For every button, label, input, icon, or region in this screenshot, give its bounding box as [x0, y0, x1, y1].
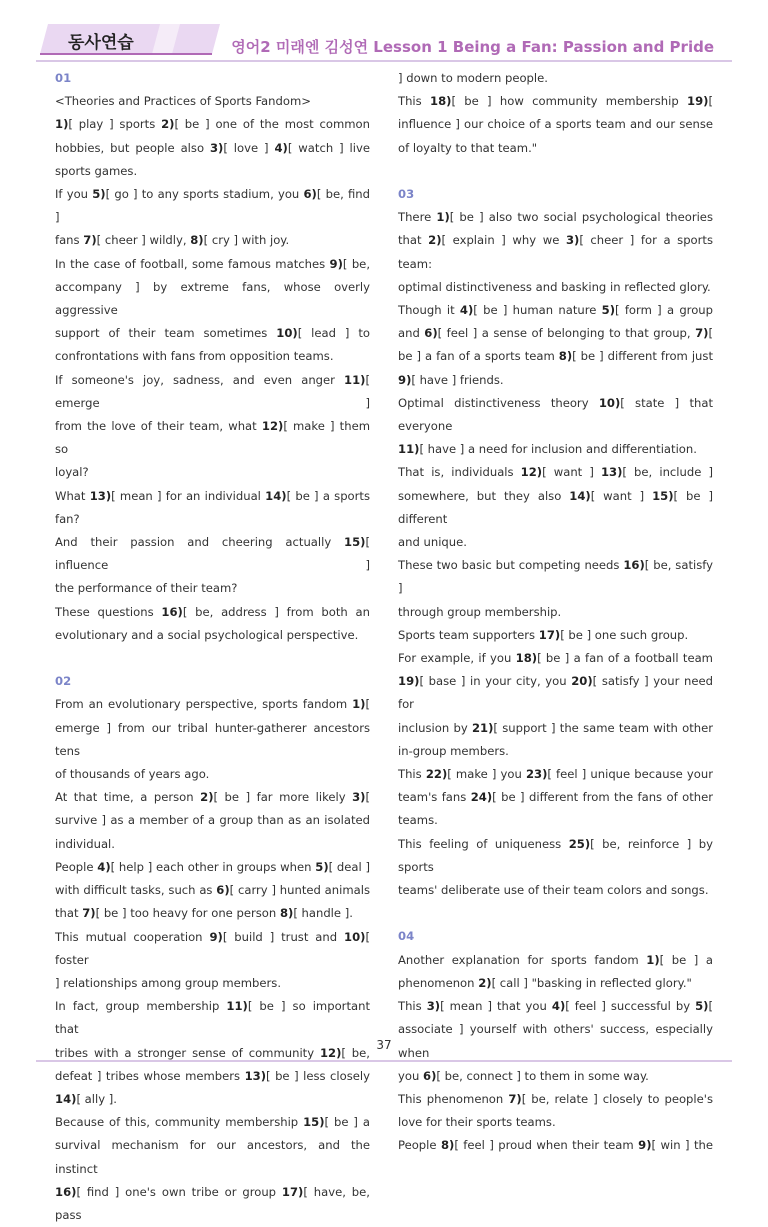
blank-number: 6) — [423, 1068, 437, 1083]
text-line: defeat ] tribes whose members 13)[ be ] less closely — [55, 1068, 370, 1083]
blank-number: 5) — [315, 859, 329, 874]
text-line: the performance of their team? — [55, 581, 238, 596]
text-line: From an evolutionary perspective, sports fandom 1)[ — [55, 697, 370, 712]
blank-number: 23) — [525, 767, 548, 782]
text-line: These questions 16)[ be, address ] from both an — [55, 604, 370, 619]
blank-number: 5) — [601, 303, 616, 318]
text-line: support of their team sometimes 10)[ lead ] to — [55, 326, 370, 341]
blank-number: 18) — [515, 651, 538, 666]
blank-number: 19) — [398, 674, 420, 689]
text-line: This phenomenon 7)[ be, relate ] closely to people's — [398, 1091, 713, 1106]
blank-number: 13) — [244, 1068, 267, 1083]
text-line: of loyalty to that team." — [398, 140, 538, 155]
left-column — [55, 67, 370, 1227]
text-line: <Theories and Practices of Sports Fandom> — [55, 94, 311, 109]
blank-number: 2) — [200, 790, 214, 805]
document-title: 영어2 미래엔 김성연 Lesson 1 Being a Fan: Passion and Pride — [231, 38, 714, 56]
blank-number: 9) — [209, 929, 223, 944]
text-line: somewhere, but they also 14)[ want ] 15)[ be ] different — [398, 488, 713, 526]
blank-number: 4) — [551, 999, 566, 1014]
text-line: that 7)[ be ] too heavy for one person 8)[ handle ]. — [55, 906, 353, 921]
text-line: emerge ] from our tribal hunter-gatherer ancestors tens — [55, 720, 370, 758]
text-line: evolutionary and a social psychological perspective. — [55, 627, 359, 642]
text-line: sports games. — [55, 163, 138, 178]
blank-number: 22) — [425, 767, 448, 782]
text-line: fans 7)[ cheer ] wildly, 8)[ cry ] with joy. — [55, 233, 290, 248]
page-header — [0, 0, 768, 70]
text-line: ] relationships among group members. — [55, 975, 282, 990]
blank-number: 4) — [97, 859, 111, 874]
blank-number: 11) — [398, 442, 420, 457]
text-line: of thousands of years ago. — [55, 767, 210, 782]
blank-number: 4) — [274, 140, 288, 155]
text-line: 9)[ have ] friends. — [398, 372, 504, 387]
text-line: survival mechanism for our ancestors, and the instinct — [55, 1138, 370, 1176]
blank-number: 19) — [687, 94, 709, 109]
text-line: This feeling of uniqueness 25)[ be, reinforce ] by sports — [398, 836, 713, 874]
text-line: In fact, group membership 11)[ be ] so important that — [55, 999, 370, 1037]
blank-number: 17) — [538, 627, 561, 642]
text-line: For example, if you 18)[ be ] a fan of a football team — [398, 651, 713, 666]
text-line: in-group members. — [398, 743, 509, 758]
text-line: love for their sports teams. — [398, 1115, 556, 1130]
page-number: 37 — [376, 1038, 392, 1052]
text-line: These two basic but competing needs 16)[ be, satisfy ] — [398, 558, 713, 596]
section-number: 03 — [398, 187, 415, 201]
blank-number: 7) — [695, 326, 709, 341]
blank-number: 11) — [226, 999, 248, 1014]
text-line: be ] a fan of a sports team 8)[ be ] different from just — [398, 349, 713, 364]
text-line: individual. — [55, 836, 115, 851]
blank-number: 12) — [520, 465, 543, 480]
text-line: There 1)[ be ] also two social psychological theories — [398, 210, 713, 225]
blank-number: 3) — [352, 790, 366, 805]
text-line: phenomenon 2)[ call ] "basking in reflected glory." — [398, 975, 692, 990]
blank-number: 9) — [398, 372, 412, 387]
blank-number: 1) — [646, 952, 660, 967]
text-line: Sports team supporters 17)[ be ] one such group. — [398, 627, 689, 642]
blank-number: 15) — [303, 1115, 325, 1130]
text-line: that 2)[ explain ] why we 3)[ cheer ] for a sports team: — [398, 233, 714, 271]
blank-number: 6) — [303, 187, 317, 202]
blank-number: 16) — [161, 604, 183, 619]
section-number: 01 — [55, 71, 72, 85]
right-column — [398, 67, 713, 1158]
text-line: This 22)[ make ] you 23)[ feel ] unique because your — [398, 767, 713, 782]
text-line: loyal? — [55, 465, 89, 480]
blank-number: 3) — [209, 140, 224, 155]
blank-number: 2) — [478, 975, 492, 990]
text-line: Though it 4)[ be ] human nature 5)[ form ] a group — [398, 303, 713, 318]
blank-number: 15) — [344, 535, 366, 550]
text-line: and unique. — [398, 535, 467, 550]
blank-number: 14) — [55, 1091, 77, 1106]
blank-number: 2) — [428, 233, 442, 248]
blank-number: 16) — [55, 1184, 77, 1199]
text-line: If you 5)[ go ] to any sports stadium, you 6)[ be, find ] — [55, 187, 370, 225]
text-line: ] down to modern people. — [398, 71, 548, 85]
text-line: Optimal distinctiveness theory 10)[ state ] that everyone — [398, 395, 713, 434]
text-line: tribes with a stronger sense of community 12)[ be, — [55, 1045, 370, 1060]
blank-number: 25) — [568, 836, 591, 851]
text-line: At that time, a person 2)[ be ] far more likely 3)[ — [55, 790, 371, 805]
footer-divider — [36, 1060, 732, 1062]
blank-number: 11) — [344, 372, 366, 387]
text-line: People 8)[ feel ] proud when their team 9)[ win ] the — [398, 1138, 713, 1153]
blank-number: 21) — [471, 720, 494, 735]
blank-number: 18) — [430, 94, 452, 109]
text-line: Because of this, community membership 15)[ be ] a — [55, 1115, 370, 1130]
text-line: confrontations with fans from opposition teams. — [55, 349, 334, 364]
text-line: 1)[ play ] sports 2)[ be ] one of the most common — [55, 117, 370, 132]
text-line: What 13)[ mean ] for an individual 14)[ be ] a sports — [55, 488, 371, 503]
text-line: People 4)[ help ] each other in groups when 5)[ deal ] — [55, 859, 370, 874]
text-line: hobbies, but people also 3)[ love ] 4)[ watch ] live — [55, 140, 370, 155]
blank-number: 24) — [470, 790, 493, 805]
text-line: survive ] as a member of a group than as an isolated — [55, 813, 370, 828]
blank-number: 7) — [508, 1091, 522, 1106]
header-divider — [36, 60, 732, 62]
text-line: 11)[ have ] a need for inclusion and differentiation. — [398, 442, 697, 457]
blank-number: 10) — [344, 929, 366, 944]
blank-number: 5) — [92, 187, 106, 202]
blank-number: 4) — [459, 303, 474, 318]
blank-number: 1) — [352, 697, 366, 712]
text-line: associate ] yourself with others' success, especially when — [398, 1022, 713, 1060]
text-line: This 18)[ be ] how community membership 19)[ — [398, 94, 713, 109]
blank-number: 1) — [55, 117, 69, 132]
blank-number: 14) — [569, 488, 591, 503]
blank-number: 9) — [329, 256, 343, 271]
blank-number: 17) — [281, 1184, 304, 1199]
blank-number: 6) — [216, 883, 230, 898]
paragraph-gap — [398, 160, 713, 183]
text-line: And their passion and cheering actually 15)[ influence ] — [55, 535, 370, 573]
text-line: fan? — [55, 511, 80, 526]
text-line: you 6)[ be, connect ] to them in some way. — [398, 1068, 649, 1083]
text-line: 14)[ ally ]. — [55, 1091, 117, 1106]
blank-number: 7) — [83, 233, 97, 248]
text-line: In the case of football, some famous matches 9)[ be, — [55, 256, 370, 271]
text-line: If someone's joy, sadness, and even anger 11)[ emerge ] — [55, 372, 370, 410]
blank-number: 10) — [598, 395, 621, 410]
blank-number: 8) — [279, 906, 294, 921]
blank-number: 8) — [558, 349, 573, 364]
text-line: through group membership. — [398, 604, 562, 619]
text-line: teams. — [398, 813, 438, 828]
section-number: 02 — [55, 674, 72, 689]
blank-number: 12) — [261, 419, 284, 434]
blank-number: 2) — [161, 117, 175, 132]
text-line: This 3)[ mean ] that you 4)[ feel ] successful by 5)[ — [398, 999, 714, 1014]
blank-number: 12) — [319, 1045, 342, 1060]
blank-number: 5) — [695, 999, 709, 1014]
blank-number: 13) — [600, 465, 623, 480]
text-line: influence ] our choice of a sports team and our sense — [398, 117, 713, 132]
text-line: teams' deliberate use of their team colors and songs. — [398, 883, 709, 898]
text-line: accompany ] by extreme fans, whose overly aggressive — [55, 279, 370, 318]
blank-number: 7) — [82, 906, 96, 921]
blank-number: 20) — [571, 674, 593, 689]
blank-number: 15) — [652, 488, 674, 503]
section-tab-label: 동사연습 — [68, 33, 134, 53]
text-line: from the love of their team, what 12)[ make ] them so — [55, 419, 370, 457]
text-line: 19)[ base ] in your city, you 20)[ satisfy ] your need for — [398, 674, 713, 712]
text-line: Another explanation for sports fandom 1)[ be ] a — [398, 952, 713, 967]
text-line: That is, individuals 12)[ want ] 13)[ be, include ] — [398, 465, 713, 480]
blank-number: 3) — [565, 233, 580, 248]
blank-number: 8) — [440, 1138, 455, 1153]
text-line: with difficult tasks, such as 6)[ carry ] hunted animals — [55, 883, 370, 898]
blank-number: 13) — [89, 488, 112, 503]
text-line: team's fans 24)[ be ] different from the fans of other — [398, 790, 713, 805]
blank-number: 8) — [190, 233, 204, 248]
text-line: This mutual cooperation 9)[ build ] trust and 10)[ foster — [55, 929, 370, 967]
blank-number: 10) — [276, 326, 298, 341]
text-line: 16)[ find ] one's own tribe or group 17)[ have, be, pass — [55, 1184, 370, 1222]
blank-number: 1) — [436, 210, 450, 225]
blank-number: 3) — [426, 999, 441, 1014]
text-line: inclusion by 21)[ support ] the same team with other — [398, 720, 714, 735]
text-line: and 6)[ feel ] a sense of belonging to that group, 7)[ — [398, 326, 713, 341]
section-number: 04 — [398, 929, 415, 944]
paragraph-gap — [55, 647, 370, 670]
blank-number: 9) — [638, 1138, 652, 1153]
blank-number: 6) — [424, 326, 438, 341]
paragraph-gap — [398, 902, 713, 925]
blank-number: 14) — [265, 488, 287, 503]
text-line: optimal distinctiveness and basking in reflected glory. — [398, 279, 711, 294]
blank-number: 16) — [623, 558, 645, 573]
